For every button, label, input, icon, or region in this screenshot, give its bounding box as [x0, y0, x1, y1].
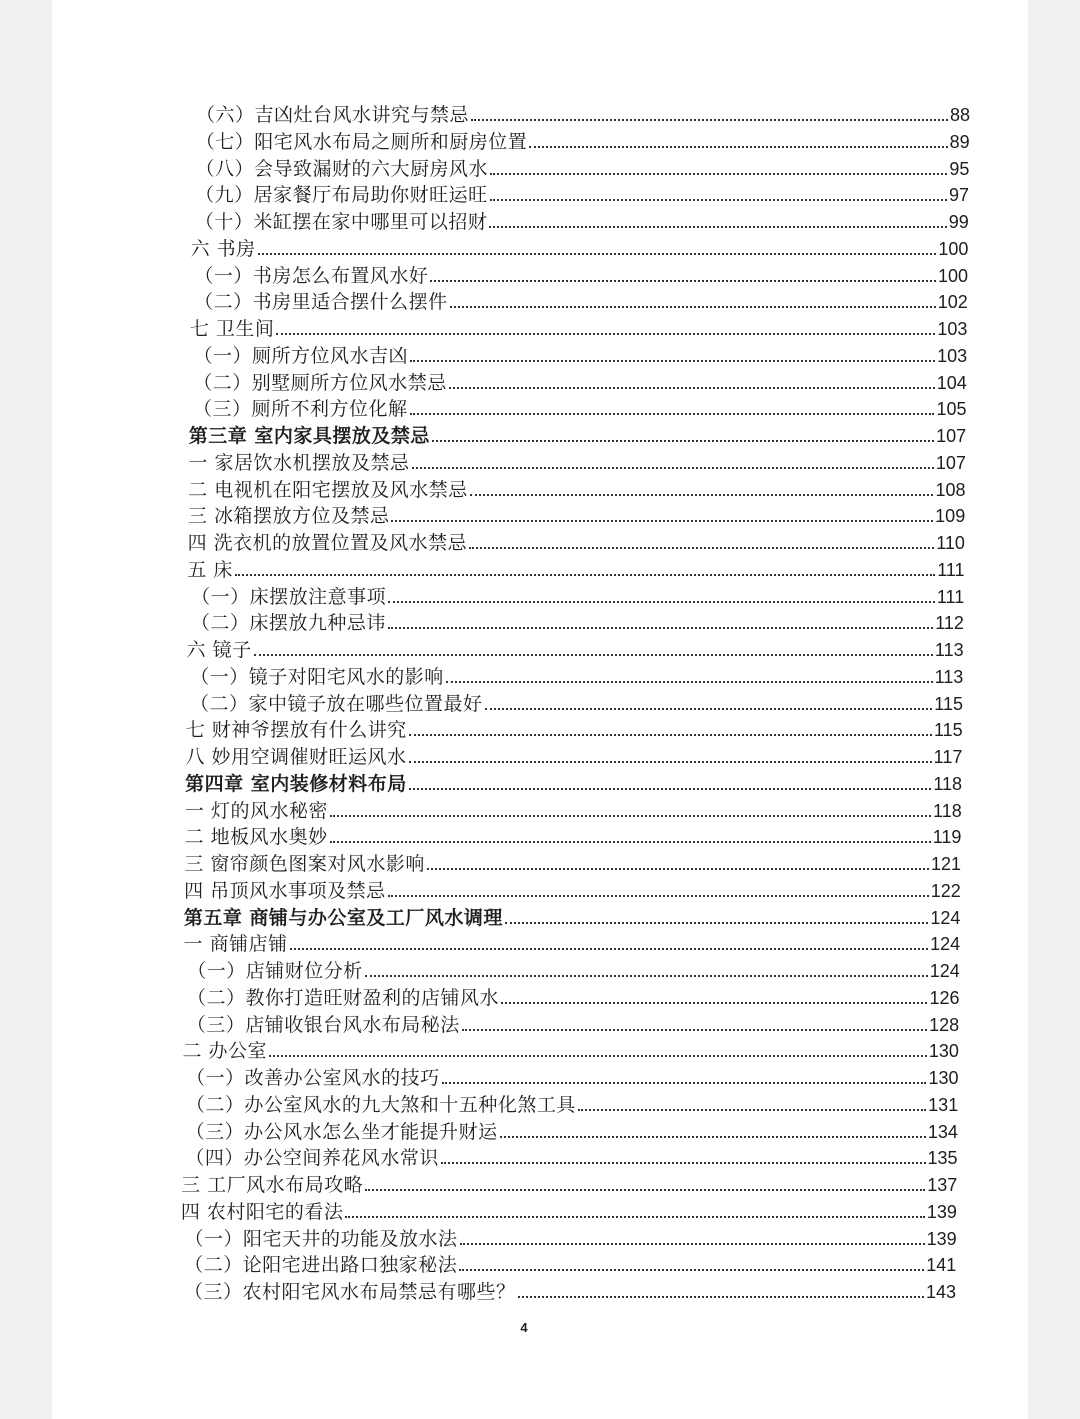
toc-entry-page: 100	[938, 238, 969, 259]
toc-dot-leader	[442, 1082, 927, 1084]
toc-dot-leader	[391, 520, 933, 522]
toc-entry-title: 一 家居饮水机摆放及禁忌	[188, 451, 410, 474]
toc-entry-title: （二）论阳宅进出路口独家秘法	[184, 1254, 458, 1277]
toc-dot-leader	[489, 226, 946, 228]
toc-dot-leader	[430, 280, 936, 282]
toc-entry-page: 134	[927, 1121, 958, 1142]
toc-entry	[185, 822, 962, 848]
toc-dot-leader	[290, 948, 928, 950]
toc-dot-leader	[409, 788, 932, 790]
toc-entry-title: 第四章 室内装修材料布局	[185, 772, 407, 795]
toc-dot-leader	[450, 306, 936, 308]
toc-entry	[186, 715, 963, 741]
toc-dot-leader	[388, 895, 929, 897]
toc-dot-leader	[254, 654, 933, 656]
toc-entry	[186, 1063, 958, 1089]
toc-dot-leader	[409, 734, 932, 736]
toc-entry-title: 六 书房	[190, 237, 256, 260]
toc-entry-page: 141	[926, 1255, 957, 1276]
toc-dot-leader	[388, 601, 935, 603]
toc-entry	[187, 956, 960, 982]
toc-entry-title: 三 工厂风水布局攻略	[181, 1174, 364, 1196]
toc-entry-title: （一）书房怎么布置风水好	[194, 264, 429, 287]
toc-entry-page: 115	[933, 720, 963, 741]
toc-entry-page: 107	[936, 426, 967, 446]
toc-dot-leader	[330, 815, 931, 817]
toc-dot-leader	[505, 922, 928, 924]
toc-entry-page: 139	[926, 1201, 957, 1222]
toc-entry-title: 五 床	[187, 558, 233, 581]
toc-entry	[187, 1010, 959, 1036]
toc-entry-page: 112	[935, 613, 964, 634]
toc-entry-title: （四）办公空间养花风水常识	[185, 1147, 439, 1170]
toc-entry-title: 八 妙用空调催财旺运风水	[185, 746, 407, 768]
toc-dot-leader	[432, 440, 934, 442]
toc-entry-page: 99	[948, 212, 969, 232]
toc-entry	[191, 582, 964, 608]
toc-entry	[194, 287, 968, 313]
toc-entry	[185, 1224, 957, 1250]
toc-entry-page: 89	[949, 131, 970, 152]
toc-entry-title: （一）床摆放注意事项	[191, 585, 387, 608]
toc-entry-title: （八）会导致漏财的六大厨房风水	[195, 157, 488, 180]
toc-entry-title: 一 灯的风水秘密	[184, 799, 328, 822]
toc-entry-page: 108	[935, 479, 966, 500]
toc-dot-leader	[412, 467, 934, 469]
toc-dot-leader	[258, 253, 937, 255]
toc-entry-title: （九）居家餐厅布局助你财旺运旺	[195, 184, 488, 207]
toc-entry	[185, 1143, 957, 1169]
toc-dot-leader	[446, 681, 933, 683]
toc-entry-page: 124	[930, 934, 961, 955]
toc-entry-page: 105	[936, 399, 967, 420]
toc-entry-page: 117	[933, 747, 963, 767]
toc-entry	[188, 448, 965, 474]
toc-dot-leader	[409, 761, 932, 763]
toc-dot-leader	[365, 1189, 925, 1191]
toc-entry-page: 128	[929, 1014, 960, 1035]
toc-entry-page: 109	[935, 506, 966, 527]
toc-entry	[187, 635, 964, 661]
toc-entry	[181, 1170, 957, 1196]
toc-entry-title: 四 洗衣机的放置位置及风水禁忌	[187, 532, 468, 554]
toc-entry-page: 118	[933, 800, 962, 821]
toc-entry-title: 七 卫生间	[189, 318, 275, 340]
toc-entry-page: 137	[927, 1175, 958, 1195]
toc-entry-page: 124	[930, 907, 961, 928]
toc-entry	[190, 314, 968, 340]
toc-entry-page: 102	[937, 292, 968, 313]
toc-entry-title: （二）床摆放九种忌讳	[190, 612, 386, 635]
toc-entry	[188, 528, 965, 554]
toc-dot-leader	[500, 1136, 926, 1138]
toc-dot-leader	[427, 868, 929, 870]
toc-entry-title: （一）厕所方位风水吉凶	[193, 344, 409, 367]
toc-entry-title: 二 电视机在阳宅摆放及风水禁忌	[188, 478, 468, 501]
toc-entry	[181, 1197, 957, 1223]
toc-entry-page: 110	[936, 533, 965, 553]
toc-entry	[196, 127, 970, 153]
toc-entry-page: 95	[949, 158, 970, 179]
toc-entry-page: 111	[937, 559, 965, 580]
toc-entry-page: 119	[932, 827, 962, 848]
toc-dot-leader	[578, 1109, 926, 1111]
toc-dot-leader	[485, 708, 933, 710]
toc-entry	[187, 983, 960, 1009]
toc-entry-title: 三 窗帘颜色图案对风水影响	[184, 853, 425, 875]
toc-entry-title: （三）办公风水怎么坐才能提升财运	[185, 1120, 498, 1143]
toc-entry	[184, 1250, 956, 1276]
toc-dot-leader	[449, 387, 935, 389]
toc-entry-title: （一）店铺财位分析	[187, 960, 363, 982]
toc-entry-title: 二 办公室	[182, 1040, 267, 1063]
toc-entry-page: 103	[937, 319, 968, 339]
toc-dot-leader	[388, 627, 933, 629]
toc-entry	[185, 742, 962, 768]
toc-entry-page: 121	[931, 854, 962, 874]
toc-entry-title: （三）店铺收银台风水布局秘法	[186, 1013, 460, 1036]
toc-entry-page: 115	[934, 693, 963, 714]
toc-dot-leader	[471, 119, 948, 121]
toc-entry-page: 97	[949, 185, 970, 206]
document-page	[52, 0, 1028, 1419]
toc-entry-title: （一）阳宅天井的功能及放水法	[184, 1227, 458, 1250]
toc-entry-title: （十）米缸摆在家中哪里可以招财	[194, 211, 488, 233]
toc-entry-page: 124	[929, 961, 960, 981]
toc-entry-page: 100	[938, 265, 969, 286]
toc-entry	[185, 796, 962, 822]
toc-dot-leader	[441, 1162, 926, 1164]
toc-entry-title: （二）家中镜子放在哪些位置最好	[190, 692, 483, 715]
toc-dot-leader	[459, 1269, 924, 1271]
toc-entry	[191, 234, 969, 260]
page-number: 4	[520, 1320, 528, 1335]
toc-entry	[188, 475, 965, 501]
toc-entry-title: （二）办公室风水的九大煞和十五种化煞工具	[185, 1093, 576, 1116]
toc-entry	[190, 689, 963, 715]
toc-entry-page: 139	[926, 1228, 957, 1249]
toc-dot-leader	[276, 333, 935, 335]
toc-entry	[184, 903, 961, 929]
toc-dot-leader	[330, 841, 931, 843]
toc-entry-page: 103	[937, 345, 968, 366]
toc-entry-page: 107	[935, 452, 966, 473]
toc-entry-page: 104	[936, 372, 967, 393]
toc-entry-page: 135	[927, 1148, 958, 1169]
toc-entry-title: （七）阳宅风水布局之厕所和厨房位置	[195, 130, 528, 153]
toc-entry-page: 130	[928, 1041, 959, 1062]
toc-entry-title: 六 镜子	[186, 639, 252, 661]
toc-entry	[191, 608, 964, 634]
toc-entry	[184, 1277, 956, 1303]
toc-entry-title: （一）镜子对阳宅风水的影响	[190, 665, 444, 688]
toc-entry-title: 七 财神爷摆放有什么讲究	[185, 719, 407, 742]
toc-entry	[195, 154, 969, 180]
toc-entry-page: 113	[934, 640, 964, 660]
toc-entry	[184, 929, 961, 955]
toc-entry-page: 126	[929, 987, 960, 1008]
toc-dot-leader	[345, 1216, 925, 1218]
toc-dot-leader	[469, 547, 934, 549]
toc-entry-page: 113	[934, 666, 964, 687]
toc-entry-page: 143	[925, 1282, 956, 1302]
toc-entry-title: （三）农村阳宅风水布局禁忌有哪些？	[184, 1281, 516, 1303]
toc-dot-leader	[490, 173, 947, 175]
toc-entry-page: 111	[936, 586, 965, 607]
toc-entry-page: 130	[928, 1068, 959, 1088]
toc-entry	[189, 421, 966, 447]
toc-dot-leader	[470, 494, 934, 496]
toc-dot-leader	[410, 360, 935, 362]
toc-entry	[182, 1036, 958, 1062]
toc-dot-leader	[460, 1243, 925, 1245]
toc-entry-title: （二）书房里适合摆什么摆件	[194, 291, 448, 314]
toc-entry-page: 122	[930, 880, 961, 901]
toc-dot-leader	[490, 199, 947, 201]
toc-entry	[196, 100, 970, 126]
toc-entry-title: （一）改善办公室风水的技巧	[186, 1067, 440, 1089]
toc-entry	[188, 501, 965, 527]
toc-entry	[193, 394, 967, 420]
toc-entry-title: 第五章 商铺与办公室及工厂风水调理	[183, 906, 503, 929]
toc-entry-title: 一 商铺店铺	[183, 933, 288, 956]
toc-entry	[184, 876, 961, 902]
toc-entry-title: （三）厕所不利方位化解	[193, 398, 408, 421]
toc-entry-title: 第三章 室内家具摆放及禁忌	[188, 425, 430, 447]
toc-dot-leader	[269, 1055, 927, 1057]
toc-entry	[194, 261, 968, 287]
toc-entry	[193, 368, 967, 394]
toc-entry-page: 88	[949, 105, 970, 125]
toc-dot-leader	[529, 146, 947, 148]
toc-dot-leader	[501, 1002, 927, 1004]
toc-dot-leader	[462, 1029, 927, 1031]
toc-entry	[194, 341, 968, 367]
toc-entry	[195, 180, 969, 206]
toc-dot-leader	[365, 975, 928, 977]
toc-entry	[184, 849, 961, 875]
toc-entry-title: 四 农村阳宅的看法	[180, 1200, 344, 1223]
toc-entry-page: 118	[933, 773, 963, 794]
toc-entry	[187, 555, 964, 581]
toc-entry	[186, 1117, 958, 1143]
table-of-contents	[52, 0, 1028, 1419]
toc-entry-title: （二）教你打造旺财盈利的店铺风水	[187, 986, 500, 1009]
toc-dot-leader	[518, 1296, 924, 1298]
toc-entry	[195, 207, 969, 233]
toc-entry-title: 二 地板风水奥妙	[184, 826, 328, 849]
toc-entry-title: （二）别墅厕所方位风水禁忌	[193, 371, 447, 394]
toc-entry	[185, 769, 962, 795]
toc-entry-title: 四 吊顶风水事项及禁忌	[184, 879, 386, 902]
toc-dot-leader	[235, 574, 935, 576]
toc-entry-page: 131	[928, 1094, 959, 1115]
toc-dot-leader	[410, 413, 935, 415]
toc-entry-title: （六）吉凶灶台风水讲究与禁忌	[196, 104, 470, 126]
toc-entry	[186, 1090, 958, 1116]
toc-entry	[190, 662, 963, 688]
toc-entry-title: 三 冰箱摆放方位及禁忌	[187, 505, 390, 528]
